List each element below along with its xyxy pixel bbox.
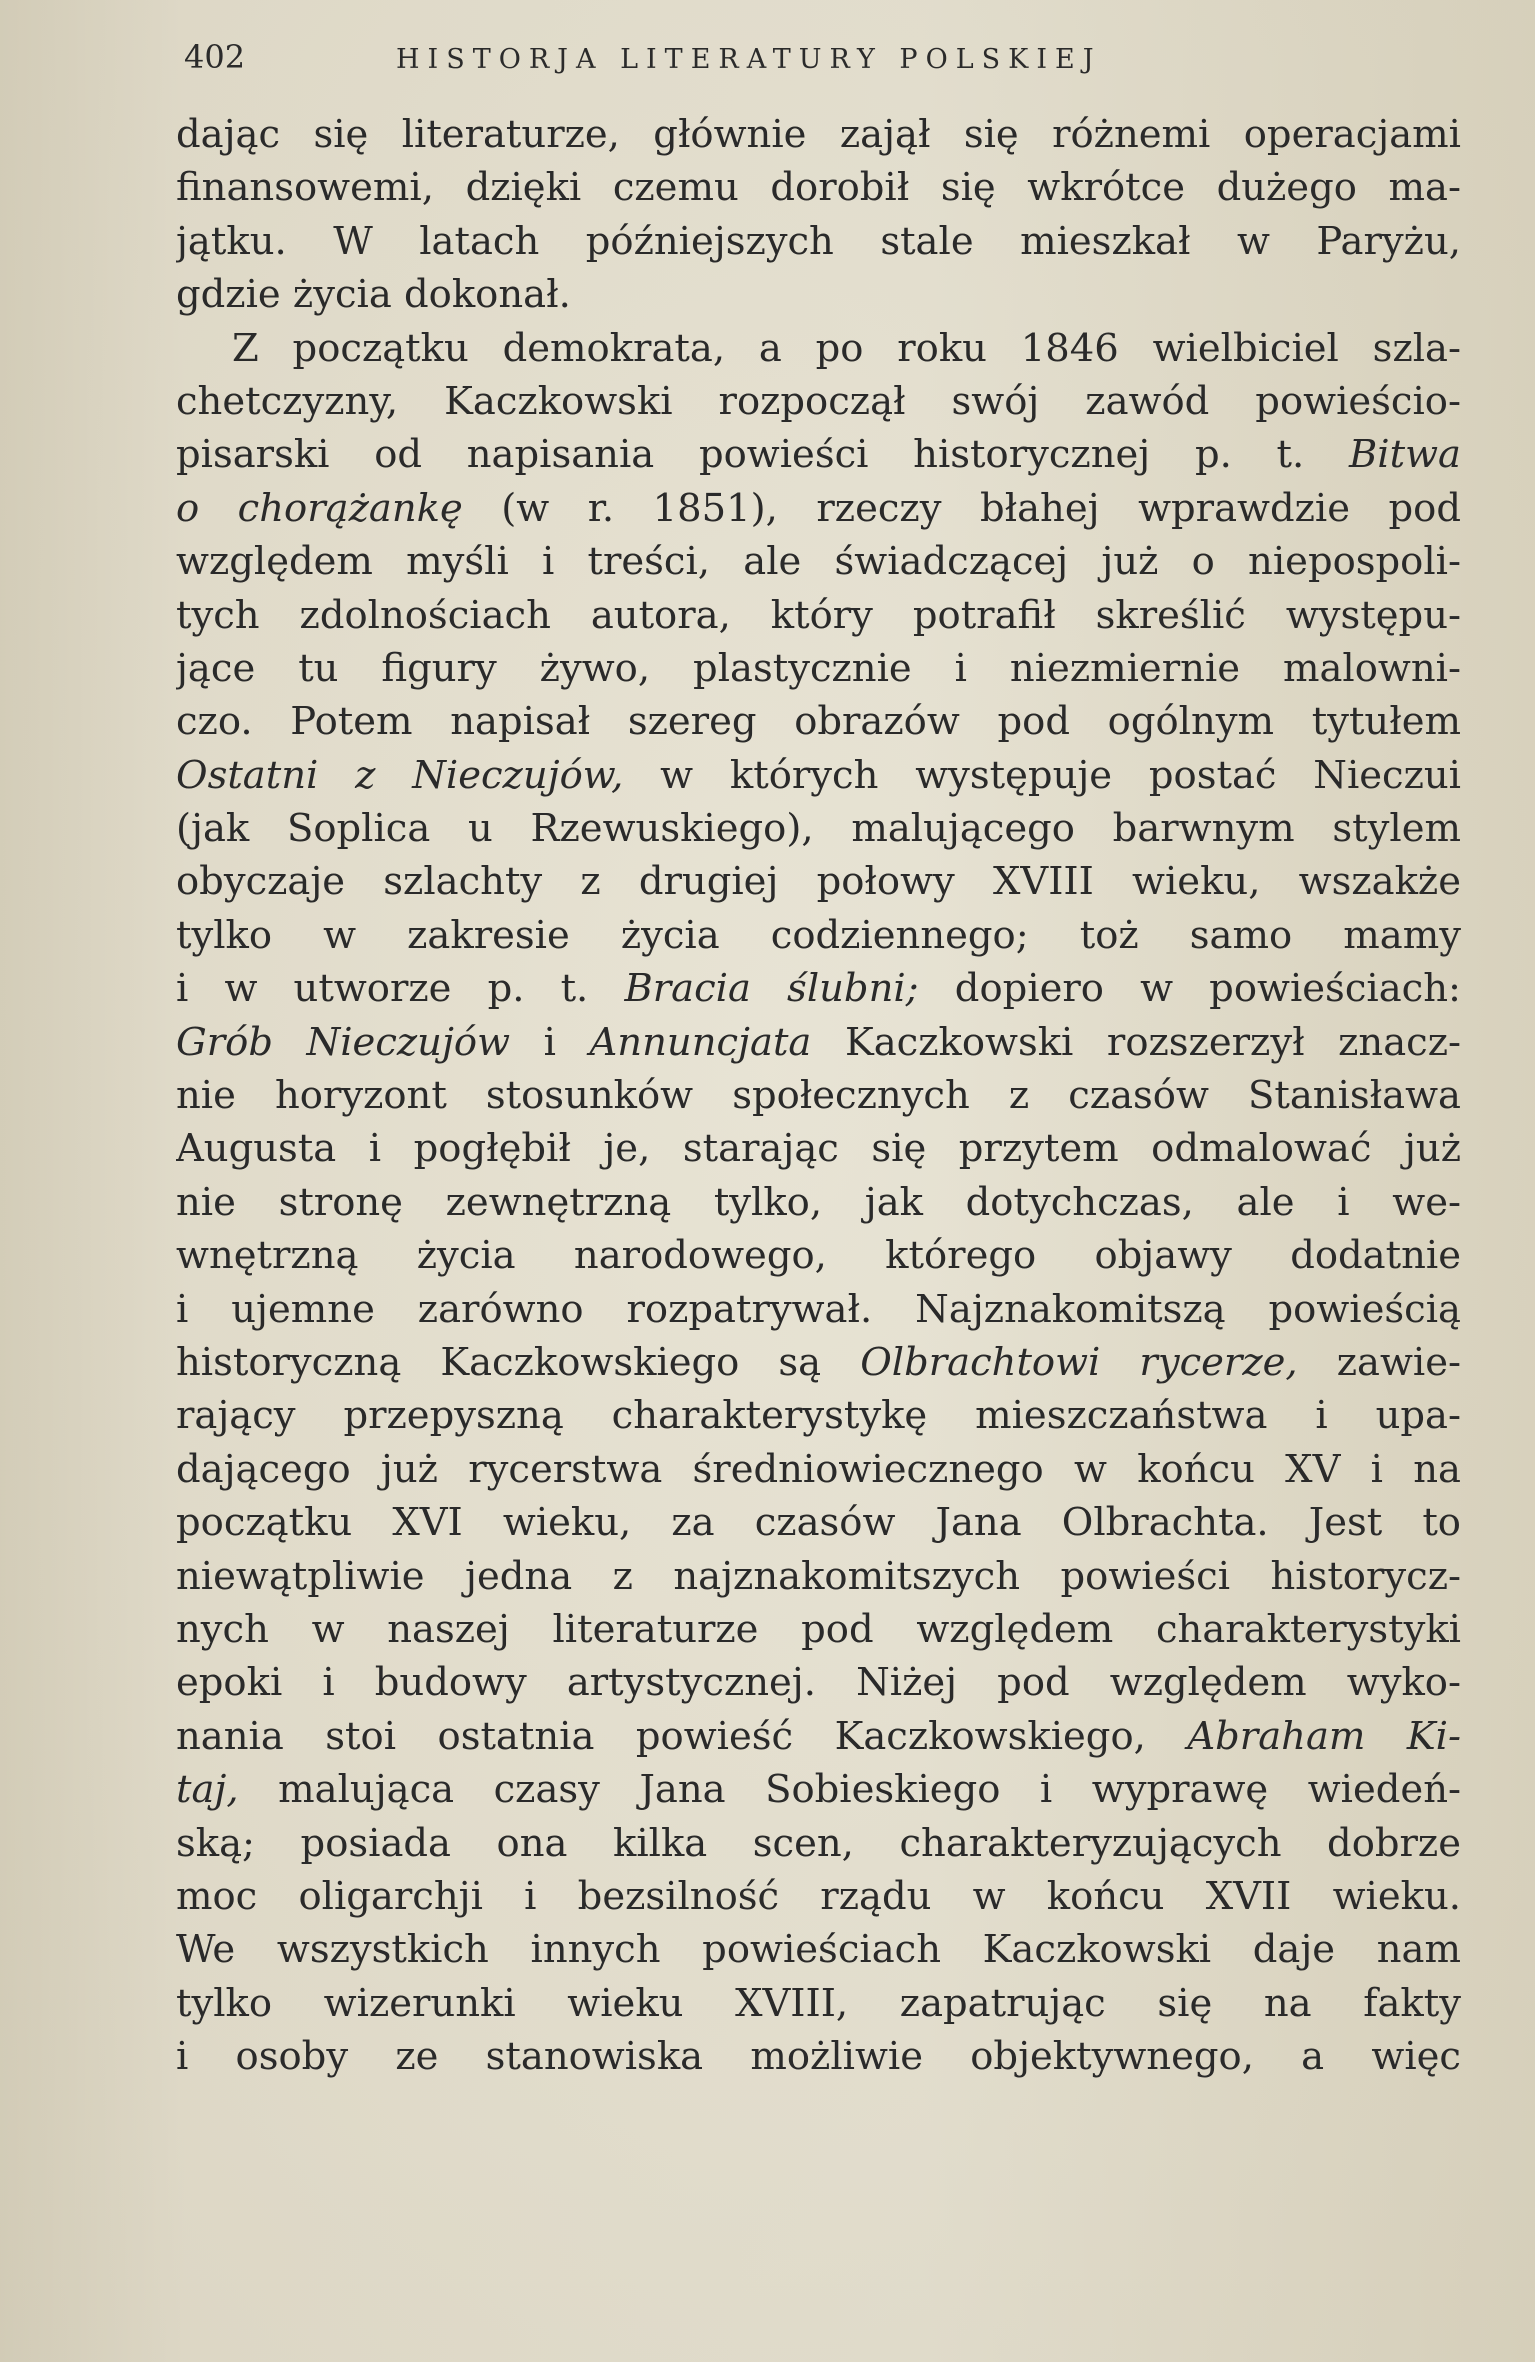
text-line: obyczaje szlachty z drugiej połowy XVIII wieku, wszakże — [176, 859, 1461, 905]
page-header — [184, 38, 1364, 88]
text-line: nania stoi ostatnia powieść Kaczkowskiego, Abraham Ki- — [176, 1713, 1461, 1759]
text-line: tylko wizerunki wieku XVIII, zapatrując się na fakty — [176, 1980, 1461, 2026]
text-line: dając się literaturze, głównie zajął się różnemi operacjami — [176, 112, 1461, 157]
text-line: epoki i budowy artystycznej. Niżej pod względem wyko- — [176, 1660, 1461, 1706]
text-line: czo. Potem napisał szereg obrazów pod ogólnym tytułem — [176, 699, 1461, 745]
text-line: rający przepyszną charakterystykę mieszczaństwa i upa- — [176, 1393, 1461, 1439]
text-line: początku XVI wieku, za czasów Jana Olbrachta. Jest to — [176, 1500, 1461, 1546]
text-line: Grób Nieczujów i Annuncjata Kaczkowski rozszerzył znacz- — [176, 1019, 1461, 1065]
text-line: Ostatni z Nieczujów, w których występuje postać Nieczui — [176, 752, 1461, 798]
text-line: tych zdolnościach autora, który potrafił skreślić występu- — [176, 592, 1461, 638]
running-title: HISTORJA LITERATURY POLSKIEJ — [396, 44, 1102, 75]
text-line: We wszystkich innych powieściach Kaczkowski daje nam — [176, 1927, 1461, 1973]
text-line: Augusta i pogłębił je, starając się przytem odmalować już — [176, 1126, 1461, 1172]
text-line: ską; posiada ona kilka scen, charakteryzujących dobrze — [176, 1820, 1461, 1866]
text-line: historyczną Kaczkowskiego są Olbrachtowi rycerze, zawie- — [176, 1339, 1461, 1385]
text-line: (jak Soplica u Rzewuskiego), malującego barwnym stylem — [176, 806, 1461, 852]
text-line: wnętrzną życia narodowego, którego objawy dodatnie — [176, 1233, 1461, 1279]
text-line: tylko w zakresie życia codziennego; toż samo mamy — [176, 912, 1461, 958]
text-line: względem myśli i treści, ale świadczącej już o niepospoli- — [176, 539, 1461, 585]
text-line: moc oligarchji i bezsilność rządu w końcu XVII wieku. — [176, 1873, 1461, 1919]
text-line: dającego już rycerstwa średniowiecznego w końcu XV i na — [176, 1446, 1461, 1492]
text-line: i osoby ze stanowiska możliwie objektywnego, a więc — [176, 2034, 1461, 2080]
text-line: i w utworze p. t. Bracia ślubni; dopiero w powieściach: — [176, 966, 1461, 1012]
text-line: jątku. W latach późniejszych stale mieszkał w Paryżu, — [176, 218, 1461, 264]
text-line: i ujemne zarówno rozpatrywał. Najznakomitszą powieścią — [176, 1286, 1461, 1332]
text-line: nych w naszej literaturze pod względem charakterystyki — [176, 1606, 1461, 1652]
text-line: nie stronę zewnętrzną tylko, jak dotychczas, ale i we- — [176, 1179, 1461, 1225]
page-number: 402 — [184, 38, 246, 76]
text-line: o chorążankę (w r. 1851), rzeczy błahej wprawdzie pod — [176, 485, 1461, 531]
text-line: jące tu figury żywo, plastycznie i niezmiernie malowni- — [176, 645, 1461, 691]
text-line: pisarski od napisania powieści historycznej p. t. Bitwa — [176, 432, 1461, 478]
text-line: gdzie życia dokonał. — [176, 272, 571, 318]
text-line: taj, malująca czasy Jana Sobieskiego i wyprawę wiedeń- — [176, 1767, 1461, 1813]
body-text — [176, 108, 1461, 2083]
text-line: finansowemi, dzięki czemu dorobił się wkrótce dużego ma- — [176, 165, 1461, 211]
text-line: nie horyzont stosunków społecznych z czasów Stanisława — [176, 1073, 1461, 1119]
text-line: niewątpliwie jedna z najznakomitszych powieści historycz- — [176, 1553, 1461, 1599]
text-line: chetczyzny, Kaczkowski rozpoczął swój zawód powieścio- — [176, 378, 1461, 424]
text-line: Z początku demokrata, a po roku 1846 wielbiciel szla- — [232, 325, 1461, 371]
